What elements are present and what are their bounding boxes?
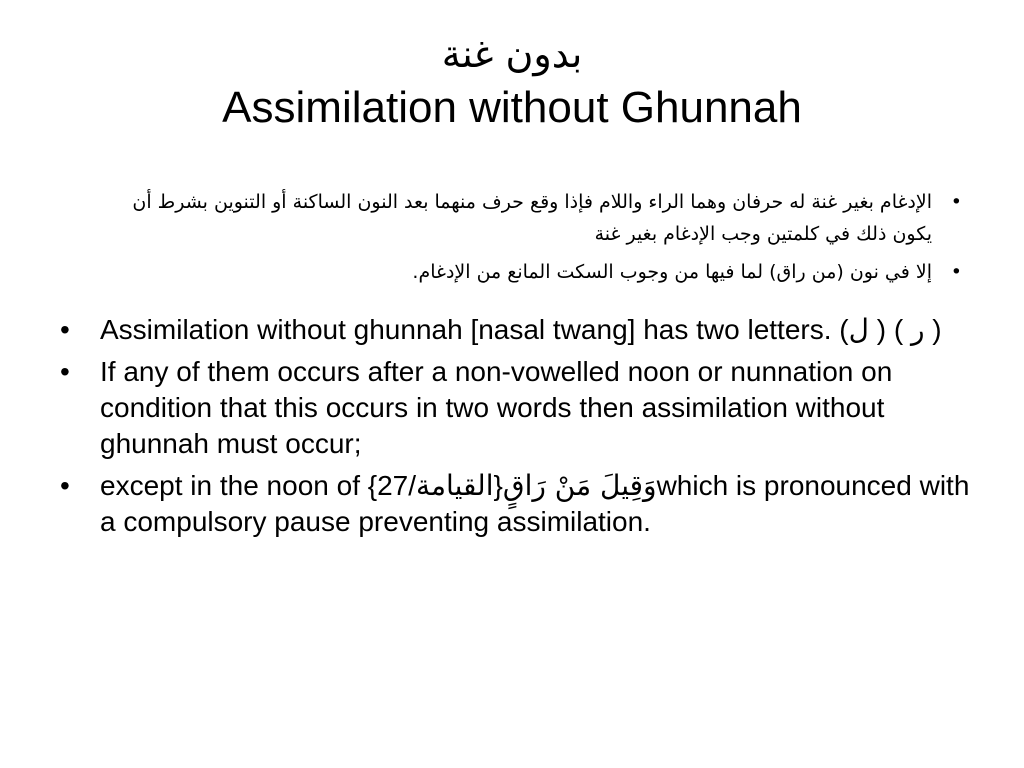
bullet-icon: • [60, 314, 70, 345]
bullet-text: except in the noon of {27/ [100, 470, 417, 501]
english-bullet-item [60, 468, 970, 540]
english-bullet-item [60, 312, 970, 348]
surah-name: القيامة [416, 469, 494, 502]
english-bullet-item [60, 354, 970, 462]
title-arabic: بدون غنة [441, 32, 583, 76]
letter-lam: ل [848, 313, 869, 346]
bullet-text-end: which is pronounced with a compulsory pause preventing assimilation. [100, 470, 970, 537]
arabic-bullet-item [112, 186, 962, 250]
bullet-text-middle: ) ( [868, 314, 911, 345]
bullet-text-end: ) [924, 314, 942, 345]
arabic-bullet-list [112, 186, 962, 294]
arabic-bullet-text: الإدغام بغير غنة له حرفان وهما الراء واللام فإذا وقع حرف منهما بعد النون الساكنة أو التنوين بشرط أن يكون ذلك في كلمتين وجب الإدغام بغير غنة [132, 191, 932, 245]
bullet-icon: • [60, 356, 70, 387]
quran-verse: وَقِيلَ مَنْ رَاقٍ [502, 469, 657, 502]
bullet-icon: • [950, 191, 962, 213]
letter-ra: ر [910, 313, 925, 346]
english-bullet-list [60, 312, 970, 546]
bullet-icon: • [950, 261, 962, 283]
arabic-bullet-item [112, 256, 962, 288]
title-english: Assimilation without Ghunnah [222, 83, 802, 132]
brace: } [493, 470, 503, 501]
bullet-text: If any of them occurs after a non-vowelled noon or nunnation on condition that this occurs in two words then assimilation without ghunnah must occur; [100, 356, 893, 459]
slide-title [0, 30, 1024, 136]
arabic-bullet-text: إلا في نون (من راق) لما فيها من وجوب السكت المانع من الإدغام. [412, 261, 932, 283]
bullet-text: Assimilation without ghunnah [nasal twang] has two letters. ( [100, 314, 849, 345]
bullet-icon: • [60, 470, 70, 501]
